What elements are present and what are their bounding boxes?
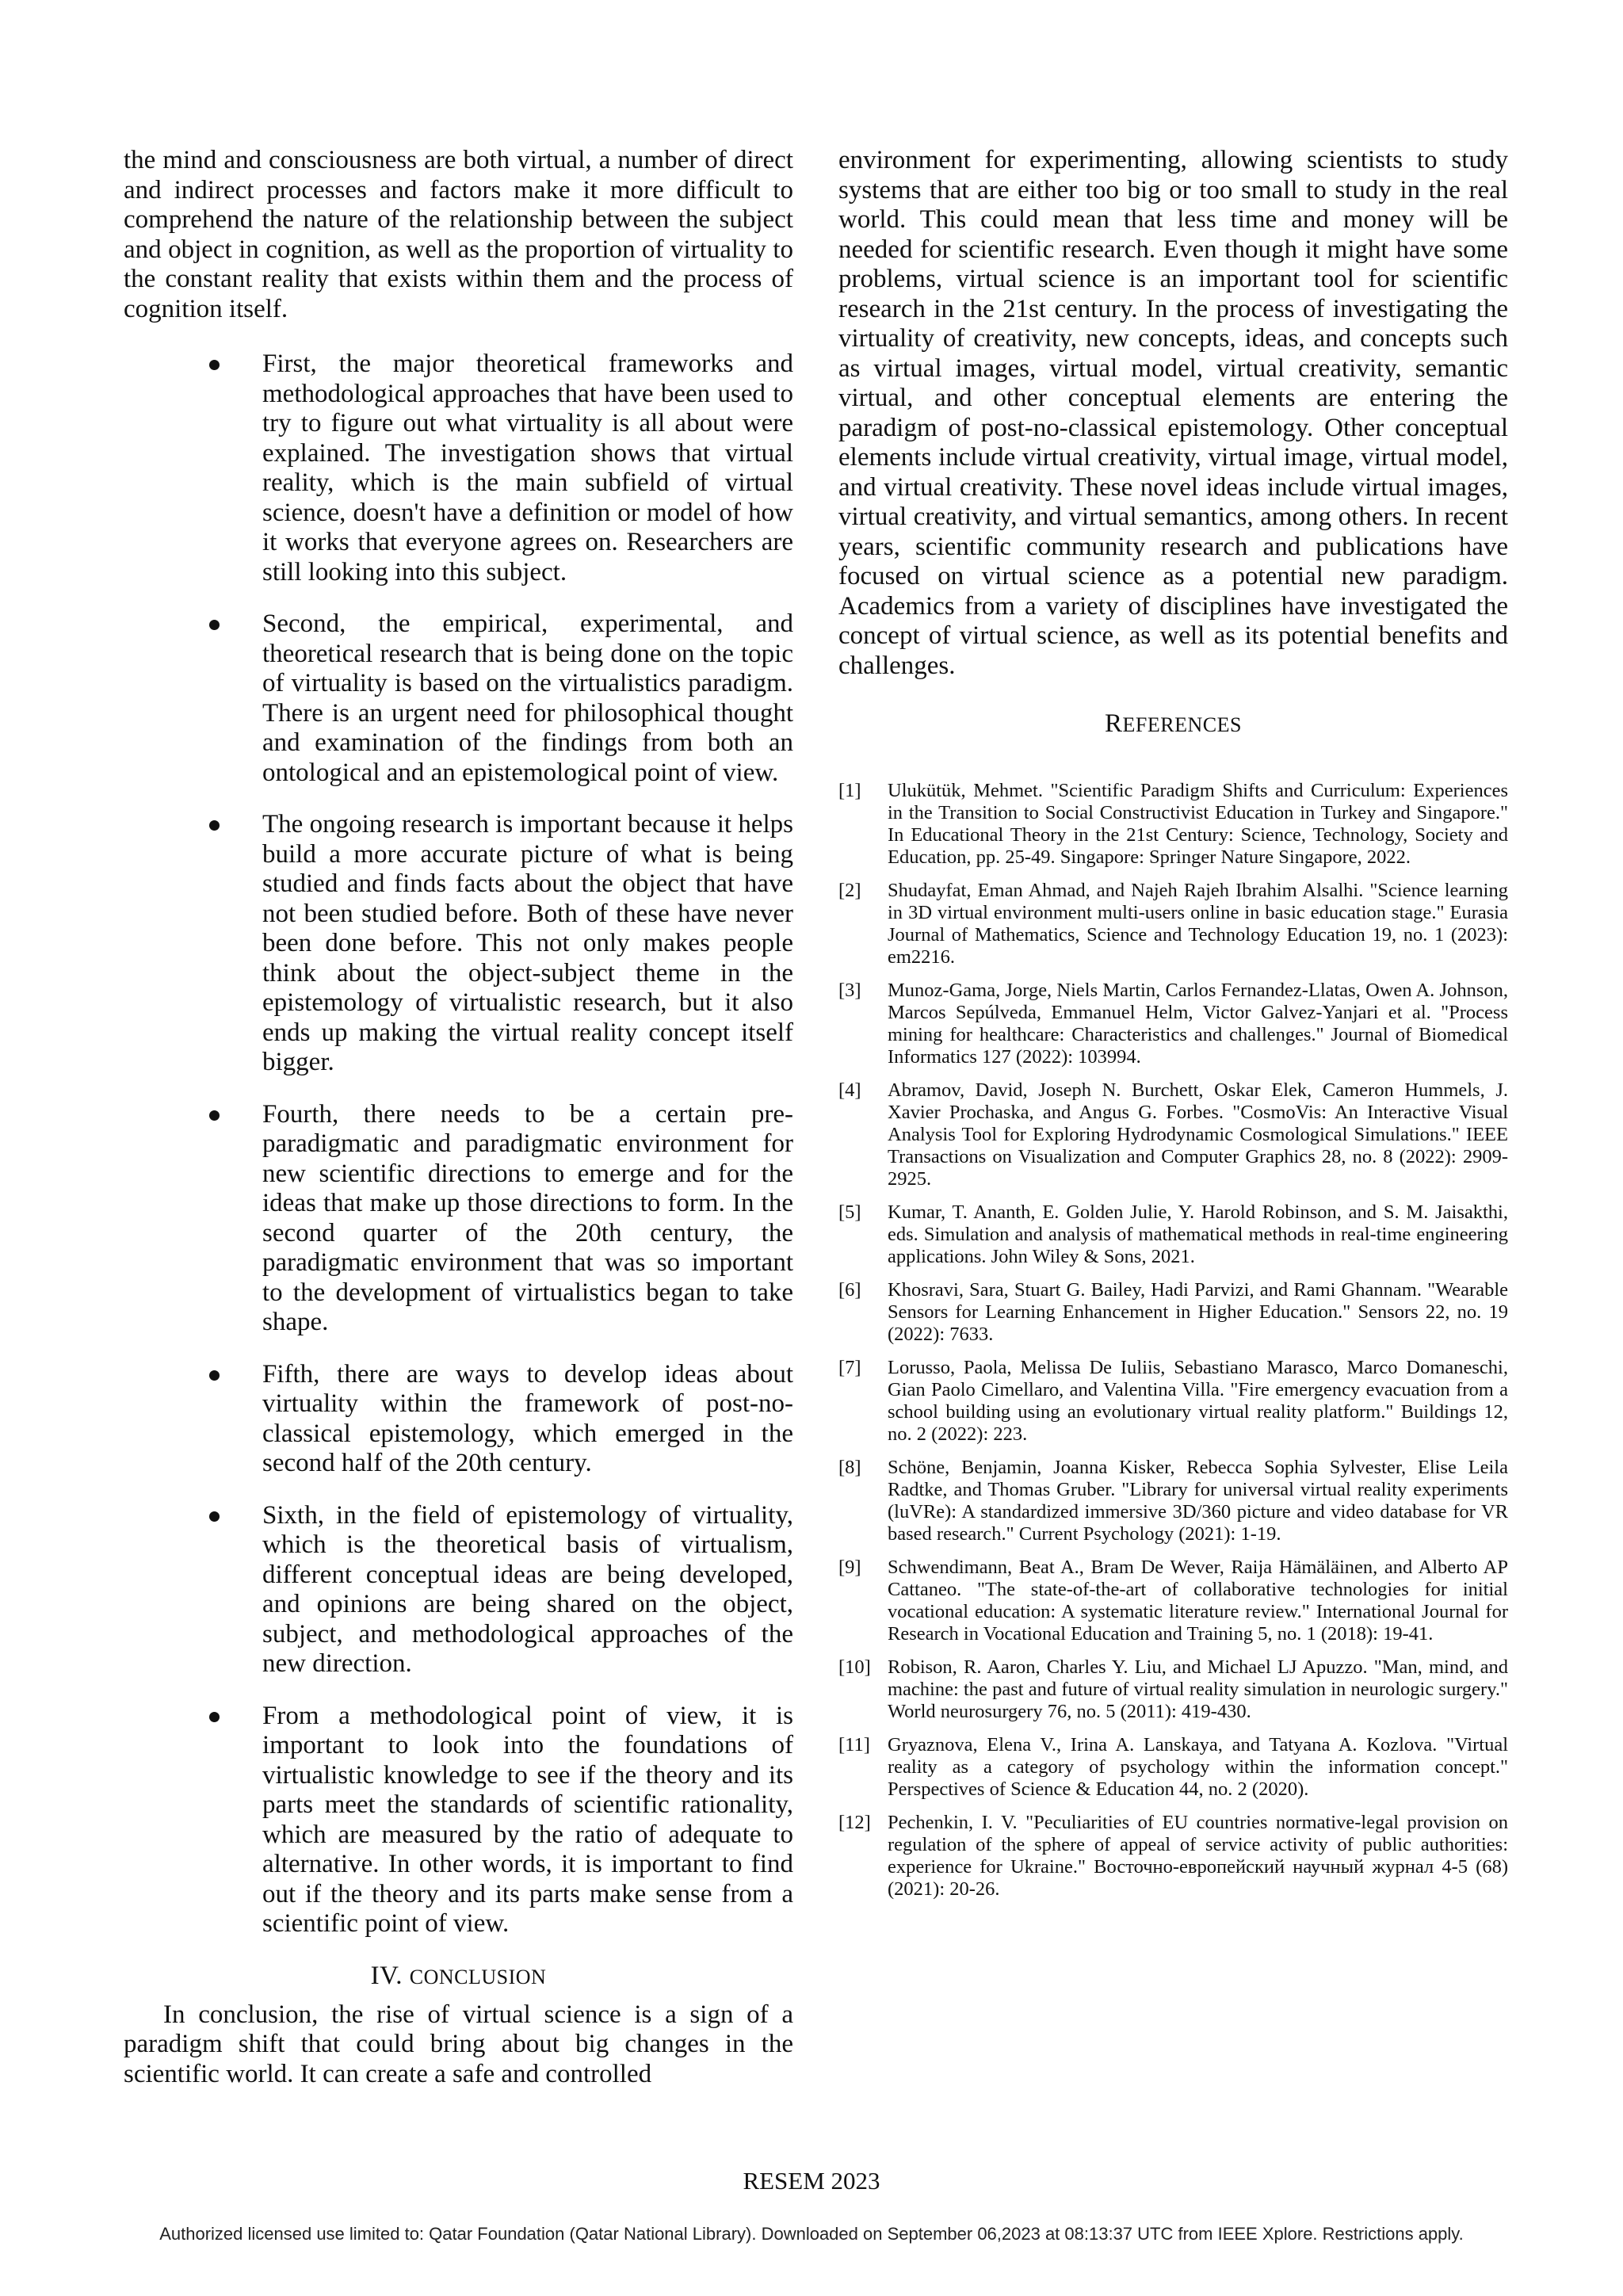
bullet-text: Second, the empirical, experimental, and theoretical research that is being done on the topic of virtuality is based on the virtualistics paradigm. There is an urgent need for philosophical thought and examination of the findings from both an ontological and an epistemological point of view. xyxy=(262,609,793,787)
reference-number: [12] xyxy=(838,1812,871,1833)
reference-item xyxy=(838,880,1508,968)
bullet-text: Fifth, there are ways to develop ideas about virtuality within the framework of post-no-classical epistemology, which emerged in the second half of the 20th century. xyxy=(262,1359,793,1477)
bullet-icon xyxy=(209,360,220,370)
reference-number: [8] xyxy=(838,1457,861,1478)
reference-item xyxy=(838,780,1508,869)
bullet-item xyxy=(124,1501,793,1679)
reference-text: Schöne, Benjamin, Joanna Kisker, Rebecca Sophia Sylvester, Elise Leila Radtke, and Thomas Gruber. "Library for universal virtual reality experiments (luVRe): A standardized immersive 3D/360 picture and video database for VR based research." Current Psychology (2021): 1-19. xyxy=(888,1457,1508,1545)
reference-text: Kumar, T. Ananth, E. Golden Julie, Y. Harold Robinson, and S. M. Jaisakthi, eds. Simulation and analysis of mathematical methods in real-time engineering applications. John Wiley & Sons, 2021. xyxy=(888,1201,1508,1267)
reference-item xyxy=(838,1557,1508,1645)
reference-item xyxy=(838,1201,1508,1268)
left-column xyxy=(124,146,793,2089)
bullet-icon xyxy=(209,1511,220,1522)
bullet-text: First, the major theoretical frameworks and methodological approaches that have been used to try to figure out what virtuality is all about were explained. The investigation shows that virtual reality, which is the main subfield of virtual science, doesn't have a definition or model of how it works that everyone agrees on. Researchers are still looking into this subject. xyxy=(262,350,793,586)
bullet-item xyxy=(124,1360,793,1479)
reference-text: Ulukütük, Mehmet. "Scientific Paradigm Shifts and Curriculum: Experiences in the Transition to Social Constructivist Education in Turkey and Singapore." In Educational Theory in the 21st Century: Science, Technology, Society and Education, pp. 25-49. Singapore: Springer Nature Singapore, 2022. xyxy=(888,780,1508,868)
reference-number: [6] xyxy=(838,1279,861,1301)
bullet-text: From a methodological point of view, it is important to look into the foundations of virtualistic knowledge to see if the theory and its parts meet the standards of scientific rationality, which are measured by the ratio of adequate to alternative. In other words, it is important to find out if the theory and its parts make sense from a scientific point of view. xyxy=(262,1701,793,1938)
reference-item xyxy=(838,1279,1508,1346)
bullet-text: Sixth, in the field of epistemology of virtuality, which is the theoretical basis of virtualism, different conceptual ideas are being developed, and opinions are being shared on the object, subject, and methodological approaches of the new direction. xyxy=(262,1500,793,1678)
reference-item xyxy=(838,980,1508,1068)
reference-text: Robison, R. Aaron, Charles Y. Liu, and Michael LJ Apuzzo. "Man, mind, and machine: the past and future of virtual reality simulation in neurologic surgery." World neurosurgery 76, no. 5 (2011): 419-430. xyxy=(888,1656,1508,1722)
reference-number: [9] xyxy=(838,1557,861,1578)
references-heading xyxy=(838,709,1508,739)
reference-item xyxy=(838,1357,1508,1446)
bullet-item xyxy=(124,810,793,1078)
reference-item xyxy=(838,1734,1508,1801)
license-notice: Authorized licensed use limited to: Qatar Foundation (Qatar National Library). Downloaded on September 06,2023 at 08:13:37 UTC from IEEE Xplore. Restrictions apply. xyxy=(159,2224,1464,2244)
reference-text: Schwendimann, Beat A., Bram De Wever, Raija Hämäläinen, and Alberto AP Cattaneo. "The state-of-the-art of collaborative technologies for initial vocational education: A systematic literature review." International Journal for Research in Vocational Education and Training 5, no. 1 (2018): 19-41. xyxy=(888,1557,1508,1645)
reference-text: Munoz-Gama, Jorge, Niels Martin, Carlos Fernandez-Llatas, Owen A. Johnson, Marcos Sepúlveda, Emmanuel Helm, Victor Galvez-Yanjari et al. "Process mining for healthcare: Characteristics and challenges." Journal of Biomedical Informatics 127 (2022): 103994. xyxy=(888,980,1508,1068)
references-heading-rest: EFERENCES xyxy=(1122,713,1242,736)
reference-item xyxy=(838,1656,1508,1723)
bullet-item xyxy=(124,1100,793,1338)
right-column xyxy=(838,146,1508,1912)
reference-item xyxy=(838,1079,1508,1190)
conclusion-paragraph-start: In conclusion, the rise of virtual science is a sign of a paradigm shift that could bring about big changes in the scientific world. It can create a safe and controlled xyxy=(124,2000,793,2088)
reference-number: [10] xyxy=(838,1656,871,1678)
reference-text: Gryaznova, Elena V., Irina A. Lanskaya, and Tatyana A. Kozlova. "Virtual reality as a category of psychology within the information concept." Perspectives of Science & Education 44, no. 2 (2020). xyxy=(888,1734,1508,1800)
reference-number: [11] xyxy=(838,1734,870,1755)
reference-item xyxy=(838,1457,1508,1545)
conclusion-paragraph-continued: environment for experimenting, allowing scientists to study systems that are either too big or too small to study in the real world. This could mean that less time and money will be needed for scientific research. Even though it might have some problems, virtual science is an important tool for scientific research in the 21st century. In the process of investigating the virtuality of creativity, new concepts, ideas, and concepts such as virtual images, virtual model, virtual creativity, semantic virtual, and other conceptual elements are entering the paradigm of post-no-classical epistemology. Other conceptual elements include virtual creativity, virtual image, virtual model, and virtual creativity. These novel ideas include virtual images, virtual creativity, and virtual semantics, among others. In recent years, scientific community research and publications have focused on virtual science as a potential new paradigm. Academics from a variety of disciplines have investigated the concept of virtual science, as well as its potential benefits and challenges. xyxy=(838,146,1508,680)
bullet-text: Fourth, there needs to be a certain pre-paradigmatic and paradigmatic environment for new scientific directions to emerge and for the ideas that make up those directions to form. In the second quarter of the 20th century, the paradigmatic environment that was so important to the development of virtualistics began to take shape. xyxy=(262,1099,793,1336)
conference-footer: RESEM 2023 xyxy=(743,2167,880,2195)
intro-paragraph: the mind and consciousness are both virtual, a number of direct and indirect processes and factors make it more difficult to comprehend the nature of the relationship between the subject and object in cognition, as well as the proportion of virtuality to the constant reality that exists within them and the process of cognition itself. xyxy=(124,146,793,323)
findings-bullet-list xyxy=(124,350,793,1939)
bullet-text: The ongoing research is important because it helps build a more accurate picture of what is being studied and finds facts about the object that have not been studied before. Both of these have never been done before. This not only makes people think about the object-subject theme in the epistemology of virtualistic research, but it also ends up making the virtual reality concept itself bigger. xyxy=(262,810,793,1076)
bullet-icon xyxy=(209,820,220,831)
section-heading-conclusion xyxy=(124,1962,793,1991)
bullet-item xyxy=(124,350,793,587)
bullet-item xyxy=(124,1702,793,1939)
reference-item xyxy=(838,1812,1508,1901)
reference-number: [1] xyxy=(838,780,861,801)
reference-text: Khosravi, Sara, Stuart G. Bailey, Hadi Parvizi, and Rami Ghannam. "Wearable Sensors for Learning Enhancement in Higher Education." Sensors 22, no. 19 (2022): 7633. xyxy=(888,1279,1508,1345)
reference-text: Abramov, David, Joseph N. Burchett, Oskar Elek, Cameron Hummels, J. Xavier Prochaska, and Angus G. Forbes. "CosmoVis: An Interactive Visual Analysis Tool for Exploring Hydrodynamic Cosmological Simulations." IEEE Transactions on Visualization and Computer Graphics 28, no. 8 (2022): 2909-2925. xyxy=(888,1079,1508,1190)
section-number: IV. xyxy=(370,1961,403,1990)
bullet-item xyxy=(124,609,793,788)
reference-number: [2] xyxy=(838,880,861,901)
references-list xyxy=(838,780,1508,1901)
bullet-icon xyxy=(209,620,220,630)
reference-number: [3] xyxy=(838,980,861,1001)
section-title: CONCLUSION xyxy=(409,1965,547,1988)
bullet-icon xyxy=(209,1712,220,1722)
references-heading-initial: R xyxy=(1105,709,1123,738)
reference-number: [7] xyxy=(838,1357,861,1378)
reference-number: [5] xyxy=(838,1201,861,1223)
bullet-icon xyxy=(209,1110,220,1121)
reference-number: [4] xyxy=(838,1079,861,1101)
bullet-icon xyxy=(209,1370,220,1381)
reference-text: Shudayfat, Eman Ahmad, and Najeh Rajeh Ibrahim Alsalhi. "Science learning in 3D virtual environment multi-users online in basic education stage." Eurasia Journal of Mathematics, Science and Technology Education 19, no. 1 (2023): em2216. xyxy=(888,880,1508,968)
reference-text: Pechenkin, I. V. "Peculiarities of EU countries normative-legal provision on regulation of the sphere of appeal of service activity of public authorities: experience for Ukraine." Восточно-европейский научный журнал 4-5 (68) (2021): 20-26. xyxy=(888,1812,1508,1900)
reference-text: Lorusso, Paola, Melissa De Iuliis, Sebastiano Marasco, Marco Domaneschi, Gian Paolo Cimellaro, and Valentina Villa. "Fire emergency evacuation from a school building using an evolutionary virtual reality platform." Buildings 12, no. 2 (2022): 223. xyxy=(888,1357,1508,1445)
